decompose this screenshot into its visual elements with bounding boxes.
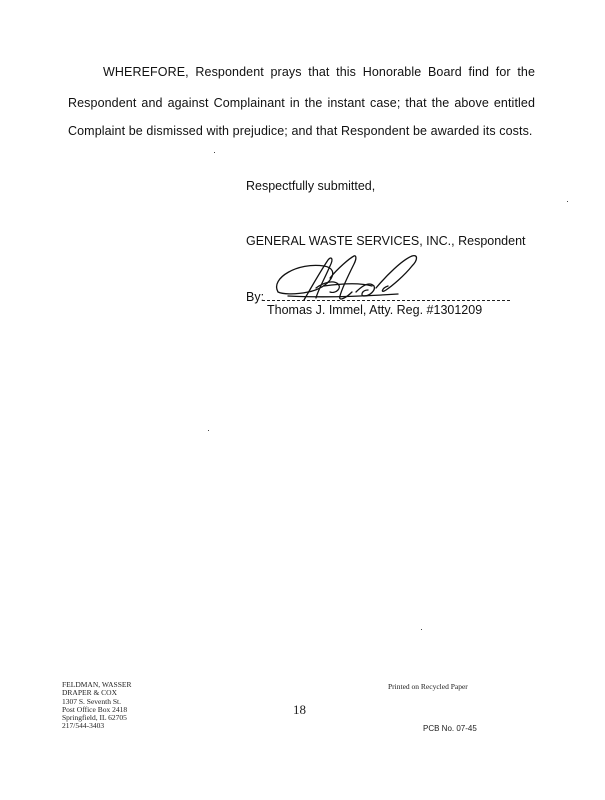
closing-text: Respectfully submitted, (246, 179, 376, 193)
firm-line: Springfield, IL 62705 (62, 713, 127, 723)
signature-line (262, 300, 510, 301)
scan-speck (567, 201, 568, 202)
firm-line: DRAPER & COX (62, 688, 118, 698)
scan-speck (421, 629, 422, 630)
scan-speck (214, 152, 215, 153)
paragraph-line-1: WHEREFORE, Respondent prays that this Honorable Board find for the (103, 65, 535, 79)
firm-address-block (62, 681, 131, 731)
scan-speck (208, 430, 209, 431)
signer-name: Thomas J. Immel, Atty. Reg. #1301209 (267, 303, 483, 317)
party-name: GENERAL WASTE SERVICES, INC., Respondent (246, 234, 526, 248)
recycled-paper-note: Printed on Recycled Paper (388, 682, 468, 691)
case-number: PCB No. 07-45 (423, 724, 477, 733)
paragraph-line-3: Complaint be dismissed with prejudice; and that Respondent be awarded its costs. (68, 124, 533, 138)
firm-line: Post Office Box 2418 (62, 704, 128, 714)
page-number: 18 (293, 702, 306, 717)
firm-line: 217/544-3403 (62, 721, 105, 731)
by-label: By: (246, 290, 265, 304)
firm-line: 1307 S. Seventh St. (62, 696, 121, 706)
paragraph-line-2: Respondent and against Complainant in the instant case; that the above entitled (68, 96, 535, 110)
firm-line: FELDMAN, WASSER (62, 680, 132, 689)
